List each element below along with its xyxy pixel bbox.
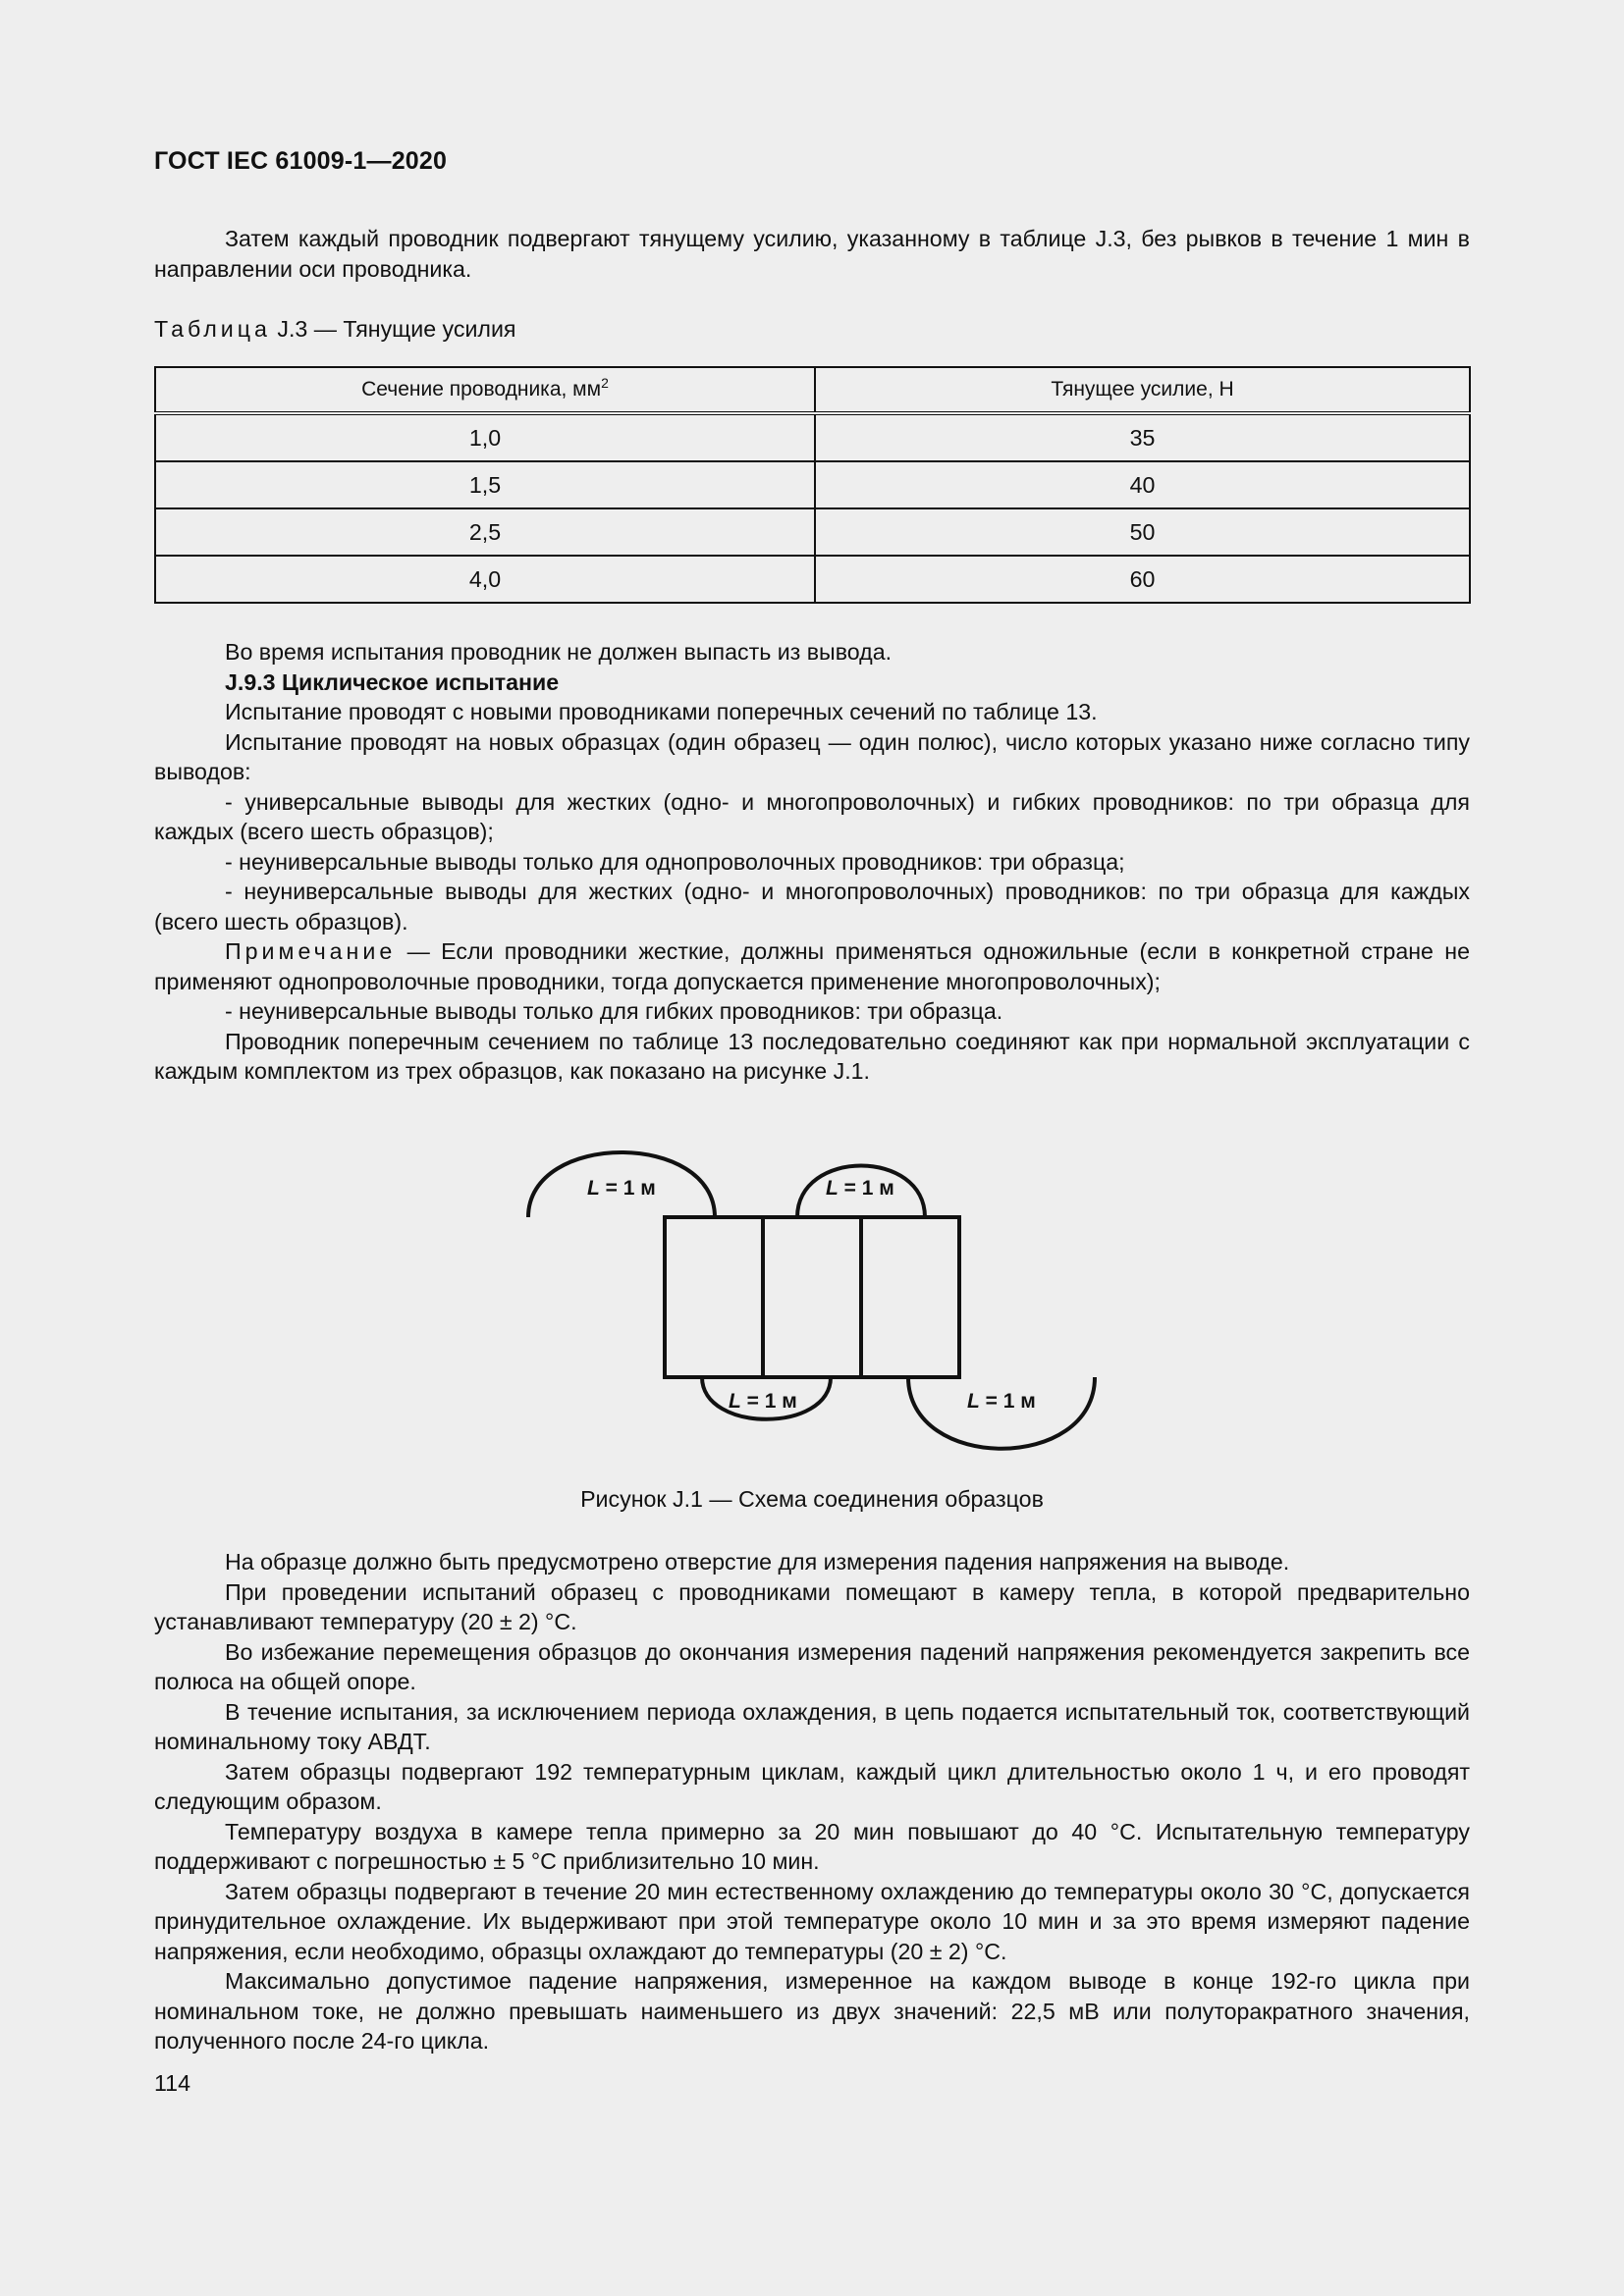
page-number: 114 bbox=[154, 2070, 190, 2096]
table-row bbox=[155, 556, 1470, 603]
document-header: ГОСТ IEC 61009-1—2020 bbox=[154, 147, 448, 175]
cell-section: 1,5 bbox=[155, 461, 815, 508]
table-title-text: J.3 — Тянущие усилия bbox=[270, 316, 516, 342]
connection-diagram bbox=[520, 1139, 1110, 1453]
intro-block bbox=[154, 224, 1470, 284]
paragraph: Затем образцы подвергают в течение 20 мин естественному охлаждению до температуры около 30 °С, допускается принудительное охлаждение. Их выдерживают при этой температуре около 10 мин и за это время измеряют падение напряжения, если необходимо, образцы охлаждают до температуры (20 ± 2) °С. bbox=[154, 1878, 1470, 1964]
note-paragraph bbox=[154, 936, 1470, 996]
cell-section: 1,0 bbox=[155, 413, 815, 461]
conductor-loop-bottom-right bbox=[908, 1377, 1095, 1449]
paragraph: Испытание проводят с новыми проводниками поперечных сечений по таблице 13. bbox=[225, 699, 1098, 724]
paragraph: Во время испытания проводник не должен выпасть из вывода. bbox=[225, 639, 893, 665]
table-row bbox=[155, 508, 1470, 556]
paragraph: В течение испытания, за исключением периода охлаждения, в цепь подается испытательный ток, соответствующий номинальному току АВДТ. bbox=[154, 1698, 1470, 1754]
pull-force-table bbox=[154, 366, 1471, 604]
cell-force: 60 bbox=[815, 556, 1470, 603]
loop-label: L = 1 м bbox=[587, 1177, 656, 1200]
cell-force: 50 bbox=[815, 508, 1470, 556]
paragraph: При проведении испытаний образец с проводниками помещают в камеру тепла, в которой предварительно устанавливают температуру (20 ± 2) °С. bbox=[154, 1578, 1470, 1634]
cell-force: 40 bbox=[815, 461, 1470, 508]
table-title-label: Таблица bbox=[154, 316, 271, 342]
loop-label: L = 1 м bbox=[967, 1390, 1036, 1413]
column-header-force: Тянущее усилие, Н bbox=[815, 367, 1470, 413]
cyclic-test-block bbox=[154, 637, 1470, 1087]
column-header-section: Сечение проводника, $мм^2$ bbox=[155, 367, 815, 413]
paragraph: Испытание проводят на новых образцах (один образец — один полюс), число которых указано ниже согласно типу выводов: bbox=[154, 728, 1470, 784]
table-row bbox=[155, 413, 1470, 461]
table-title bbox=[154, 316, 515, 343]
loop-label: L = 1 м bbox=[826, 1177, 894, 1200]
paragraph: Температуру воздуха в камере тепла примерно за 20 мин повышают до 40 °С. Испытательную температуру поддерживают с погрешностью ± 5 °С приблизительно 10 мин. bbox=[154, 1818, 1470, 1874]
table-header-row bbox=[155, 367, 1470, 413]
cell-force: 35 bbox=[815, 413, 1470, 461]
list-item: - универсальные выводы для жестких (одно- и многопроволочных) и гибких проводников: по три образца для каждых (всего шесть образцов); bbox=[154, 788, 1470, 844]
list-item: - неуниверсальные выводы для жестких (одно- и многопроволочных) проводников: по три образца для каждых (всего шесть образцов). bbox=[154, 879, 1470, 934]
paragraph: Во избежание перемещения образцов до окончания измерения падений напряжения рекомендуется закрепить все полюса на общей опоре. bbox=[154, 1638, 1470, 1694]
paragraph: Максимально допустимое падение напряжения, измеренное на каждом выводе в конце 192-го цикла при номинальном токе, не должно превышать наименьшего из двух значений: 22,5 мВ или полуторакратного значения, полученного после 24-го цикла. bbox=[154, 1968, 1470, 2054]
loop-label: L = 1 м bbox=[729, 1390, 797, 1413]
intro-paragraph: Затем каждый проводник подвергают тянущему усилию, указанному в таблице J.3, без рывков в течение 1 мин в направлении оси проводника. bbox=[154, 226, 1470, 282]
figure-caption: Рисунок J.1 — Схема соединения образцов bbox=[580, 1486, 1044, 1512]
cell-section: 2,5 bbox=[155, 508, 815, 556]
paragraph: Затем образцы подвергают 192 температурным циклам, каждый цикл длительностью около 1 ч, и его проводят следующим образом. bbox=[154, 1758, 1470, 1814]
test-procedure-block bbox=[154, 1547, 1470, 2056]
cell-section: 4,0 bbox=[155, 556, 815, 603]
section-heading: J.9.3 Циклическое испытание bbox=[225, 668, 560, 695]
list-item: - неуниверсальные выводы только для гибких проводников: три образца. bbox=[225, 998, 1003, 1024]
samples-block-outline bbox=[665, 1217, 959, 1377]
note-label: Примечание bbox=[225, 938, 397, 964]
paragraph: Проводник поперечным сечением по таблице 13 последовательно соединяют как при нормальной эксплуатации с каждым комплектом из трех образцов, как показано на рисунке J.1. bbox=[154, 1028, 1470, 1084]
note-text: — Если проводники жесткие, должны применяться одножильные (если в конкретной стране не применяют однопроволочные проводники, тогда допускается применение многопроволочных); bbox=[154, 938, 1470, 994]
table-row bbox=[155, 461, 1470, 508]
paragraph: На образце должно быть предусмотрено отверстие для измерения падения напряжения на выводе. bbox=[225, 1549, 1290, 1575]
list-item: - неуниверсальные выводы только для однопроволочных проводников: три образца; bbox=[225, 848, 1125, 875]
